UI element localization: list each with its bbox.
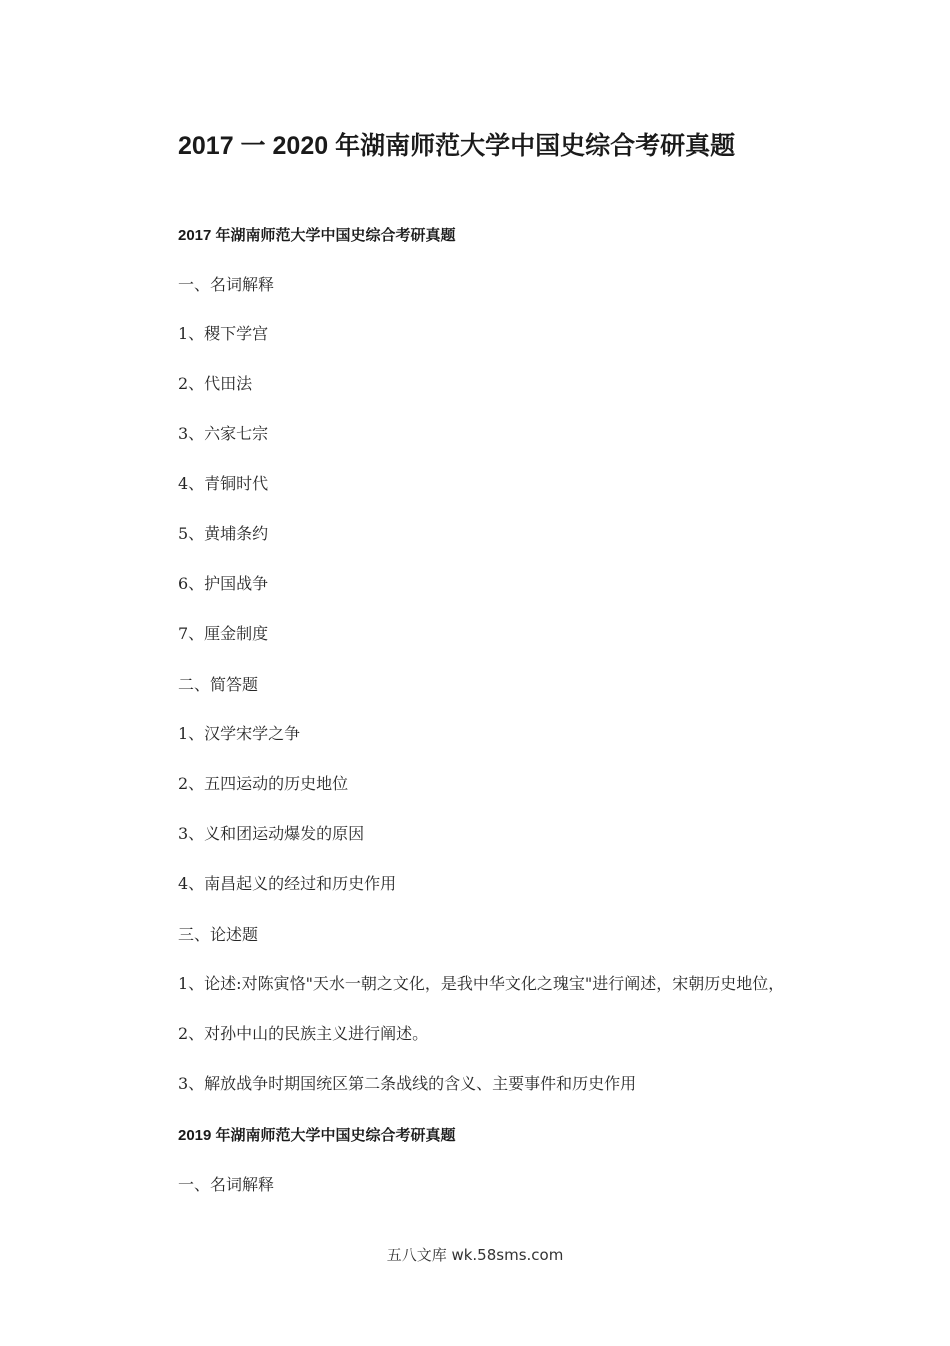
page-footer: 五八文库 wk.58sms.com <box>386 1246 564 1264</box>
list-item: 7、厘金制度 <box>178 624 269 643</box>
section-heading-2019: 2019 年湖南师范大学中国史综合考研真题 <box>178 1127 456 1144</box>
list-item: 4、南昌起义的经过和历史作用 <box>178 874 397 893</box>
list-item: 2、五四运动的历史地位 <box>178 774 349 793</box>
list-item: 2、代田法 <box>178 374 253 393</box>
list-item: 1、稷下学宫 <box>178 324 269 343</box>
list-item: 2、对孙中山的民族主义进行阐述。 <box>178 1024 429 1043</box>
section-heading-2017: 2017 年湖南师范大学中国史综合考研真题 <box>178 227 456 244</box>
list-item: 5、黄埔条约 <box>178 524 269 543</box>
part-title-terms-2019: 一、名词解释 <box>178 1175 275 1194</box>
list-item: 3、义和团运动爆发的原因 <box>178 824 365 843</box>
list-item: 3、六家七宗 <box>178 424 269 443</box>
list-item: 4、青铜时代 <box>178 474 269 493</box>
list-item: 1、论述:对陈寅恪"天水一朝之文化，是我中华文化之瑰宝"进行阐述，宋朝历史地位， <box>178 974 785 993</box>
list-item: 1、汉学宋学之争 <box>178 724 301 743</box>
list-item: 3、解放战争时期国统区第二条战线的含义、主要事件和历史作用 <box>178 1074 637 1093</box>
list-item: 6、护国战争 <box>178 574 269 593</box>
part-title-essay: 三、论述题 <box>178 925 259 944</box>
part-title-short-answer: 二、简答题 <box>178 675 259 694</box>
part-title-terms: 一、名词解释 <box>178 275 275 294</box>
page-title: 2017 一 2020 年湖南师范大学中国史综合考研真题 <box>178 132 736 160</box>
